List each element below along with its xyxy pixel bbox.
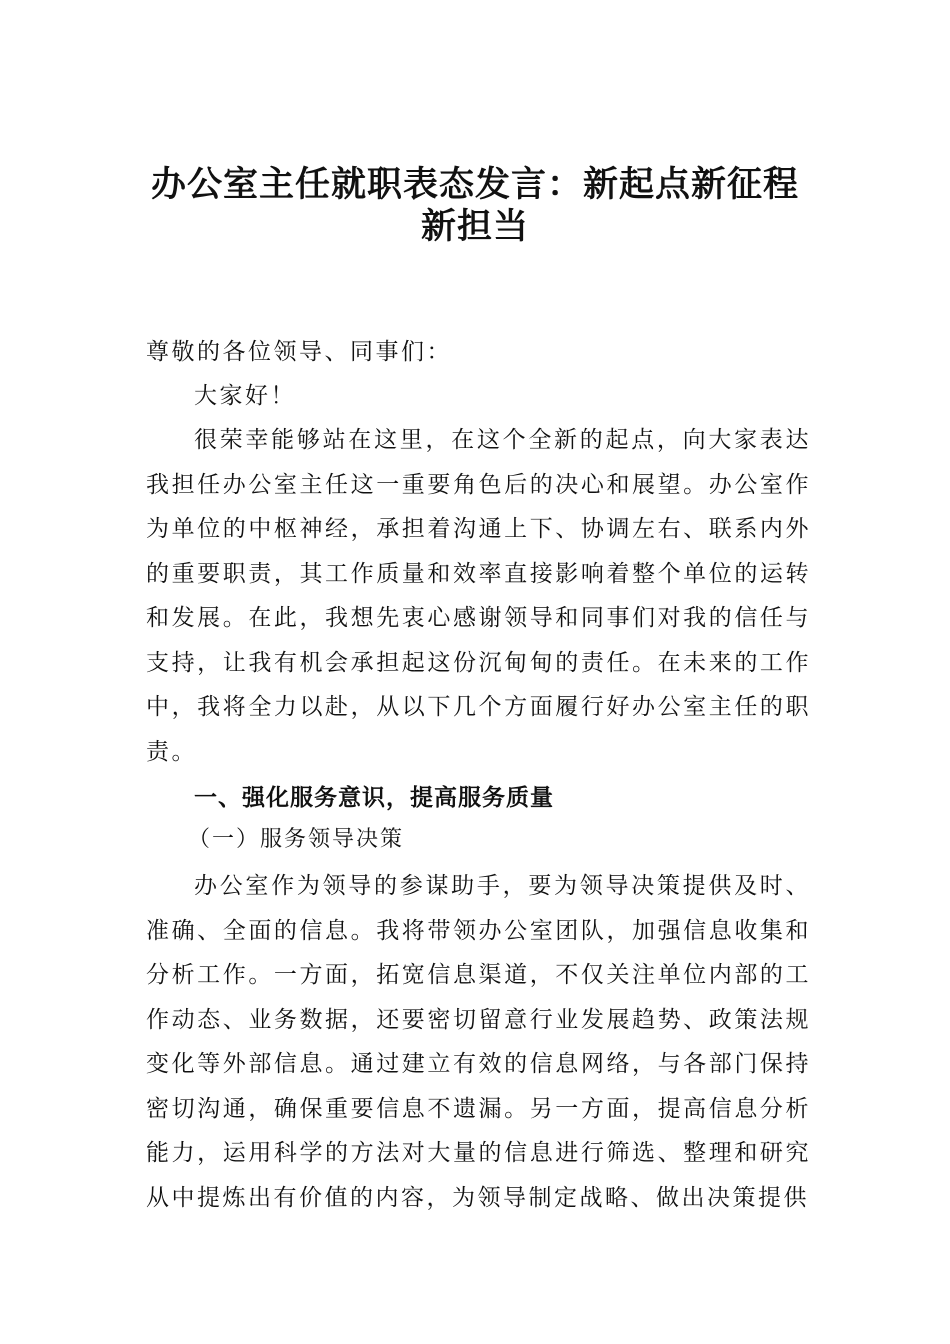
document-title-line2: 新担当 [420,206,529,247]
greeting: 大家好！ [194,383,296,409]
section-heading-1: 一、强化服务意识，提高服务质量 [194,785,554,811]
document-title-line1: 办公室主任就职表态发言：新起点新征程 [150,164,799,205]
subsection-heading-1: （一）服务领导决策 [188,827,405,852]
paragraph-intro: 很荣幸能够站在这里，在这个全新的起点，向大家表达我担任办公室主任这一重要角色后的决心和展望。办公室作为单位的中枢神经，承担着沟通上下、协调左右、联系内外的重要职责，其工作质量和效率直接影响着整个单位的运转和发展。在此，我想先衷心感谢领导和同事们对我的信任与支持，让我有机会承担起这份沉甸甸的责任。在未来的工作中，我将全力以赴，从以下几个方面履行好办公室主任的职责。 [146,427,811,765]
salutation: 尊敬的各位领导、同事们： [146,339,452,365]
paragraph-service-decision: 办公室作为领导的参谋助手，要为领导决策提供及时、准确、全面的信息。我将带领办公室团队，加强信息收集和分析工作。一方面，拓宽信息渠道，不仅关注单位内部的工作动态、业务数据，还要密切留意行业发展趋势、政策法规变化等外部信息。通过建立有效的信息网络，与各部门保持密切沟通，确保重要信息不遗漏。另一方面，提高信息分析能力，运用科学的方法对大量的信息进行筛选、整理和研究从中提炼出有价值的内容，为领导制定战略、做出决策提供 [146,873,811,1211]
